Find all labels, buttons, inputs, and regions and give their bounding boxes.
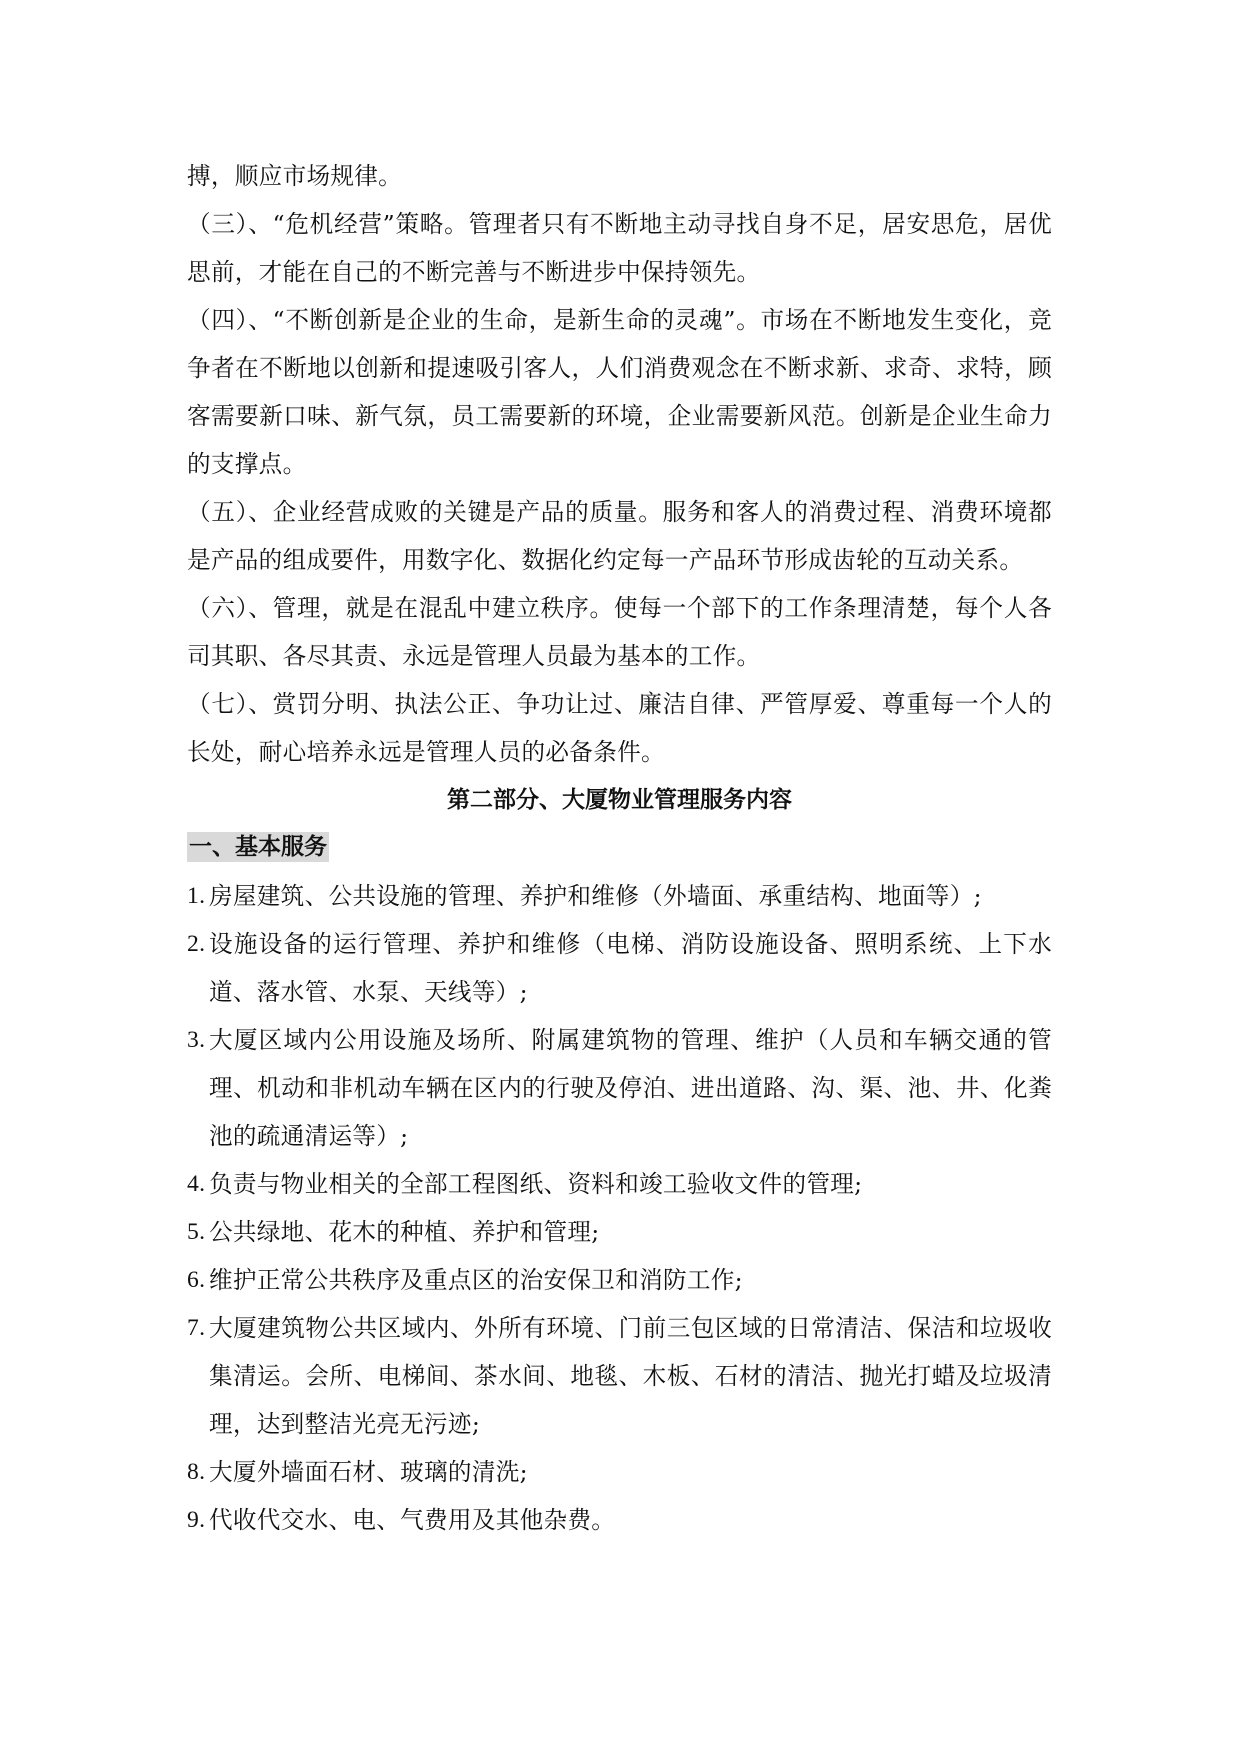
list-item-text: 设施设备的运行管理、养护和维修（电梯、消防设施设备、照明系统、上下水道、落水管、水泵、天线等）; [209,930,1052,1006]
list-item-text: 大厦外墙面石材、玻璃的清洗; [209,1458,528,1486]
list-item-number: 5. [187,1219,206,1245]
body-paragraph: （六）、管理，就是在混乱中建立秩序。使每一个部下的工作条理清楚，每个人各司其职、各尽其责、永远是管理人员最为基本的工作。 [187,594,1052,670]
list-item-text: 大厦建筑物公共区域内、外所有环境、门前三包区域的日常清洁、保洁和垃圾收集清运。会所、电梯间、茶水间、地毯、木板、石材的清洁、抛光打蜡及垃圾清理，达到整洁光亮无污迹; [209,1314,1052,1438]
list-item [187,1256,1052,1304]
section-title: 第二部分、大厦物业管理服务内容 [447,787,792,813]
list-item-text: 大厦区域内公用设施及场所、附属建筑物的管理、维护（人员和车辆交通的管理、机动和非机动车辆在区内的行驶及停泊、进出道路、沟、渠、池、井、化粪池的疏通清运等）; [209,1026,1052,1150]
service-list [187,872,1052,1544]
list-item [187,1160,1052,1208]
list-item-number: 7. [187,1315,206,1341]
list-item [187,1448,1052,1496]
list-item-number: 4. [187,1171,206,1197]
list-item [187,872,1052,920]
list-item-text: 维护正常公共秩序及重点区的治安保卫和消防工作; [209,1266,743,1294]
list-item [187,920,1052,1016]
subsection-title [187,828,1052,866]
list-item-number: 1. [187,883,206,909]
list-item-number: 2. [187,931,206,957]
body-paragraph: 搏，顺应市场规律。 [187,162,403,190]
list-item [187,1304,1052,1448]
document-page [187,152,1052,1544]
list-item-number: 8. [187,1459,206,1485]
list-item-text: 负责与物业相关的全部工程图纸、资料和竣工验收文件的管理; [209,1170,863,1198]
list-item [187,1016,1052,1160]
list-item-number: 3. [187,1027,206,1053]
body-paragraph: （五）、企业经营成败的关键是产品的质量。服务和客人的消费过程、消费环境都是产品的组成要件，用数字化、数据化约定每一产品环节形成齿轮的互动关系。 [187,498,1052,574]
list-item [187,1208,1052,1256]
subsection-title-text: 一、基本服务 [189,834,327,860]
body-paragraph: （三）、“危机经营”策略。管理者只有不断地主动寻找自身不足，居安思危，居优思前，才能在自己的不断完善与不断进步中保持领先。 [187,210,1052,286]
list-item-text: 公共绿地、花木的种植、养护和管理; [209,1218,600,1246]
body-paragraph: （七）、赏罚分明、执法公正、争功让过、廉洁自律、严管厚爱、尊重每一个人的长处，耐心培养永远是管理人员的必备条件。 [187,690,1052,766]
list-item-text: 代收代交水、电、气费用及其他杂费。 [209,1506,616,1534]
list-item-number: 9. [187,1507,206,1533]
list-item [187,1496,1052,1544]
list-item-number: 6. [187,1267,206,1293]
body-paragraph: （四）、“不断创新是企业的生命，是新生命的灵魂”。市场在不断地发生变化，竞争者在不断地以创新和提速吸引客人，人们消费观念在不断求新、求奇、求特，顾客需要新口味、新气氛，员工需要新的环境，企业需要新风范。创新是企业生命力的支撑点。 [187,306,1052,478]
list-item-text: 房屋建筑、公共设施的管理、养护和维修（外墙面、承重结构、地面等）; [209,882,982,910]
